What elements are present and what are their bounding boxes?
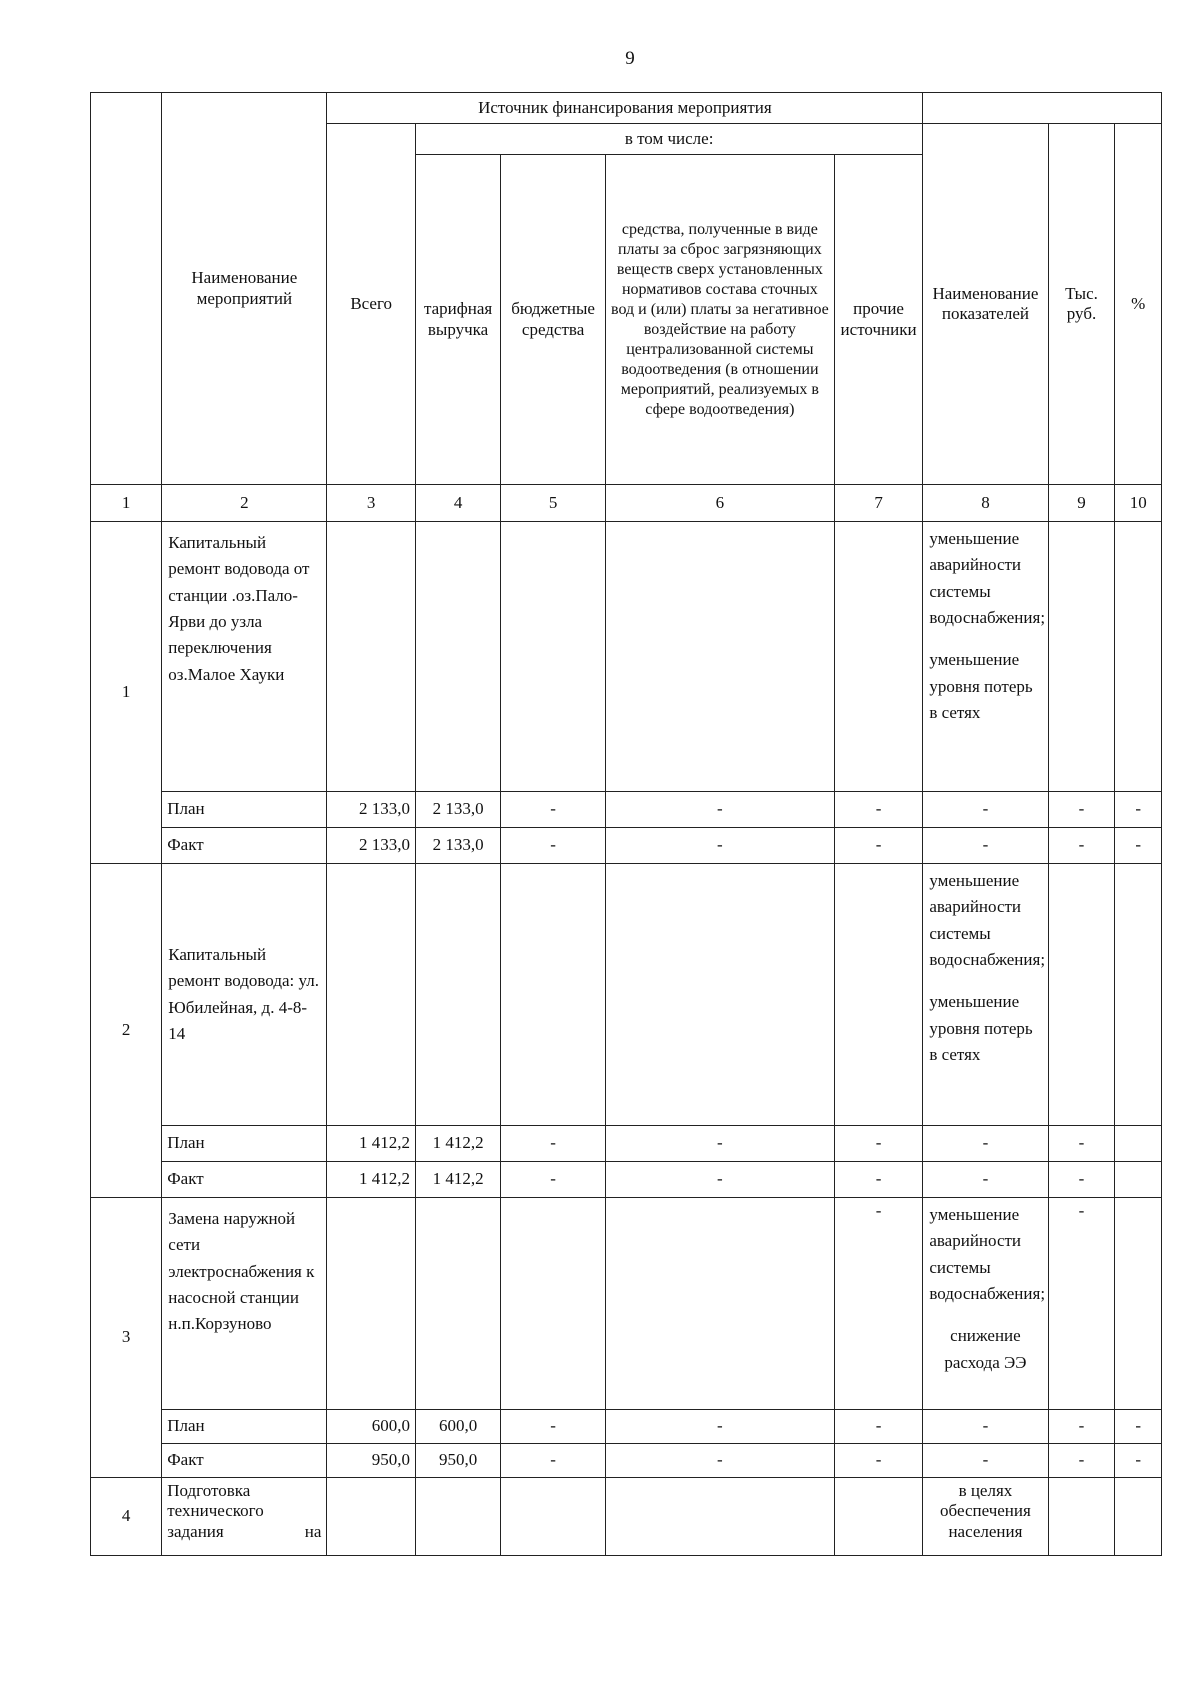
table-row bbox=[91, 1198, 1162, 1410]
indicators-cell bbox=[923, 864, 1048, 1126]
plan-other: - bbox=[834, 792, 923, 828]
plan-other: - bbox=[834, 1410, 923, 1444]
plan-thousand: - bbox=[1048, 1410, 1115, 1444]
row-number: 1 bbox=[91, 522, 162, 864]
fact-label: Факт bbox=[162, 828, 327, 864]
other-sources-value: - bbox=[834, 1198, 923, 1410]
fact-indicator: - bbox=[923, 1162, 1048, 1198]
table-row bbox=[91, 1478, 1162, 1556]
fact-total: 1 412,2 bbox=[327, 1162, 416, 1198]
indicator-text: уменьшение аварийности системы водоснабжения; bbox=[929, 529, 1046, 628]
column-number: 2 bbox=[162, 485, 327, 522]
header-thousand-rub: Тыс. руб. bbox=[1048, 124, 1115, 485]
fact-indicator: - bbox=[923, 828, 1048, 864]
empty-cell bbox=[605, 1198, 834, 1410]
plan-total: 600,0 bbox=[327, 1410, 416, 1444]
fact-other: - bbox=[834, 1444, 923, 1478]
fact-budget: - bbox=[501, 1444, 606, 1478]
plan-percent: - bbox=[1115, 1410, 1162, 1444]
header-budget: бюджетные средства bbox=[501, 155, 606, 485]
column-number: 3 bbox=[327, 485, 416, 522]
empty-cell bbox=[834, 522, 923, 792]
fact-row bbox=[91, 1444, 1162, 1478]
table-row bbox=[91, 864, 1162, 1126]
plan-row bbox=[91, 792, 1162, 828]
column-number: 9 bbox=[1048, 485, 1115, 522]
fact-indicator: - bbox=[923, 1444, 1048, 1478]
plan-budget: - bbox=[501, 1410, 606, 1444]
header-empty-no bbox=[91, 93, 162, 485]
indicator-text: уменьшение уровня потерь в сетях bbox=[929, 992, 1033, 1065]
indicator-text: уменьшение аварийности системы водоснабжения; bbox=[929, 871, 1046, 970]
plan-tariff: 600,0 bbox=[415, 1410, 500, 1444]
fact-percent: - bbox=[1115, 828, 1162, 864]
empty-cell bbox=[415, 522, 500, 792]
fact-tariff: 1 412,2 bbox=[415, 1162, 500, 1198]
column-numbers-row bbox=[91, 485, 1162, 522]
plan-label: План bbox=[162, 792, 327, 828]
empty-cell bbox=[501, 1198, 606, 1410]
plan-indicator: - bbox=[923, 1410, 1048, 1444]
fact-thousand: - bbox=[1048, 1444, 1115, 1478]
header-funding-source: Источник финансирования мероприятия bbox=[327, 93, 923, 124]
fact-label: Факт bbox=[162, 1444, 327, 1478]
empty-cell bbox=[834, 1478, 923, 1556]
empty-cell bbox=[1115, 522, 1162, 792]
plan-indicator: - bbox=[923, 792, 1048, 828]
empty-cell bbox=[327, 522, 416, 792]
fact-row bbox=[91, 828, 1162, 864]
plan-budget: - bbox=[501, 792, 606, 828]
indicator-text: уменьшение уровня потерь в сетях bbox=[929, 650, 1033, 723]
thousand-value: - bbox=[1048, 1198, 1115, 1410]
fact-percent bbox=[1115, 1162, 1162, 1198]
empty-cell bbox=[501, 864, 606, 1126]
empty-cell bbox=[1115, 864, 1162, 1126]
indicator-text: в целях обеспечения населения bbox=[923, 1478, 1048, 1556]
fact-row bbox=[91, 1162, 1162, 1198]
empty-cell bbox=[415, 1198, 500, 1410]
empty-cell bbox=[605, 522, 834, 792]
fact-budget: - bbox=[501, 1162, 606, 1198]
plan-row bbox=[91, 1410, 1162, 1444]
fact-other: - bbox=[834, 828, 923, 864]
fact-fees: - bbox=[605, 1444, 834, 1478]
header-including: в том числе: bbox=[415, 124, 922, 155]
plan-total: 2 133,0 bbox=[327, 792, 416, 828]
empty-cell bbox=[327, 864, 416, 1126]
column-number: 6 bbox=[605, 485, 834, 522]
empty-cell bbox=[605, 864, 834, 1126]
header-fees: средства, полученные в виде платы за сброс загрязняющих веществ сверх установленных нормативов состава сточных вод и (или) платы за негативное воздействие на работу централизованной системы водоотведения (в отношении мероприятий, реализуемых в сфере водоотведения) bbox=[605, 155, 834, 485]
fact-tariff: 950,0 bbox=[415, 1444, 500, 1478]
column-number: 7 bbox=[834, 485, 923, 522]
plan-thousand: - bbox=[1048, 792, 1115, 828]
column-number: 1 bbox=[91, 485, 162, 522]
empty-cell bbox=[501, 522, 606, 792]
plan-total: 1 412,2 bbox=[327, 1126, 416, 1162]
plan-percent bbox=[1115, 1126, 1162, 1162]
header-name: Наименование мероприятий bbox=[162, 93, 327, 485]
empty-cell bbox=[1115, 1478, 1162, 1556]
indicator-text: снижение расхода ЭЭ bbox=[944, 1326, 1027, 1372]
empty-cell bbox=[327, 1478, 416, 1556]
plan-percent: - bbox=[1115, 792, 1162, 828]
empty-cell bbox=[605, 1478, 834, 1556]
indicators-cell bbox=[923, 1198, 1048, 1410]
header-empty-indicators bbox=[923, 93, 1162, 124]
plan-indicator: - bbox=[923, 1126, 1048, 1162]
measure-name: Замена наружной сети электроснабжения к насосной станции н.п.Корзуново bbox=[162, 1198, 327, 1410]
plan-budget: - bbox=[501, 1126, 606, 1162]
fact-total: 2 133,0 bbox=[327, 828, 416, 864]
header-tariff: тарифная выручка bbox=[415, 155, 500, 485]
plan-label: План bbox=[162, 1410, 327, 1444]
measure-name: Капитальный ремонт водовода: ул. Юбилейная, д. 4-8-14 bbox=[162, 864, 327, 1126]
plan-fees: - bbox=[605, 792, 834, 828]
column-number: 5 bbox=[501, 485, 606, 522]
empty-cell bbox=[1048, 522, 1115, 792]
measures-table bbox=[90, 92, 1162, 1556]
table-row bbox=[91, 522, 1162, 792]
fact-label: Факт bbox=[162, 1162, 327, 1198]
header-other: прочие источники bbox=[834, 155, 923, 485]
empty-cell bbox=[1048, 1478, 1115, 1556]
empty-cell bbox=[1048, 864, 1115, 1126]
empty-cell bbox=[327, 1198, 416, 1410]
plan-row bbox=[91, 1126, 1162, 1162]
header-indicators: Наименование показателей bbox=[923, 124, 1048, 485]
header-percent: % bbox=[1115, 124, 1162, 485]
indicator-text: уменьшение аварийности системы водоснабжения; bbox=[929, 1205, 1046, 1304]
fact-fees: - bbox=[605, 1162, 834, 1198]
fact-thousand: - bbox=[1048, 828, 1115, 864]
fact-tariff: 2 133,0 bbox=[415, 828, 500, 864]
measure-name: Капитальный ремонт водовода от станции .оз.Пало-Ярви до узла переключения оз.Малое Хауки bbox=[162, 522, 327, 792]
fact-thousand: - bbox=[1048, 1162, 1115, 1198]
plan-thousand: - bbox=[1048, 1126, 1115, 1162]
fact-other: - bbox=[834, 1162, 923, 1198]
empty-cell bbox=[415, 1478, 500, 1556]
fact-fees: - bbox=[605, 828, 834, 864]
plan-fees: - bbox=[605, 1126, 834, 1162]
fact-total: 950,0 bbox=[327, 1444, 416, 1478]
page-number: 9 bbox=[625, 48, 635, 69]
empty-cell bbox=[1115, 1198, 1162, 1410]
plan-tariff: 1 412,2 bbox=[415, 1126, 500, 1162]
fact-budget: - bbox=[501, 828, 606, 864]
empty-cell bbox=[501, 1478, 606, 1556]
indicators-cell bbox=[923, 522, 1048, 792]
column-number: 8 bbox=[923, 485, 1048, 522]
header-total: Всего bbox=[327, 124, 416, 485]
empty-cell bbox=[415, 864, 500, 1126]
plan-other: - bbox=[834, 1126, 923, 1162]
empty-cell bbox=[834, 864, 923, 1126]
row-number: 4 bbox=[91, 1478, 162, 1556]
plan-fees: - bbox=[605, 1410, 834, 1444]
fact-percent: - bbox=[1115, 1444, 1162, 1478]
plan-label: План bbox=[162, 1126, 327, 1162]
column-number: 10 bbox=[1115, 485, 1162, 522]
column-number: 4 bbox=[415, 485, 500, 522]
row-number: 2 bbox=[91, 864, 162, 1198]
plan-tariff: 2 133,0 bbox=[415, 792, 500, 828]
measure-name: Подготовка технического задания на bbox=[162, 1478, 327, 1556]
row-number: 3 bbox=[91, 1198, 162, 1478]
